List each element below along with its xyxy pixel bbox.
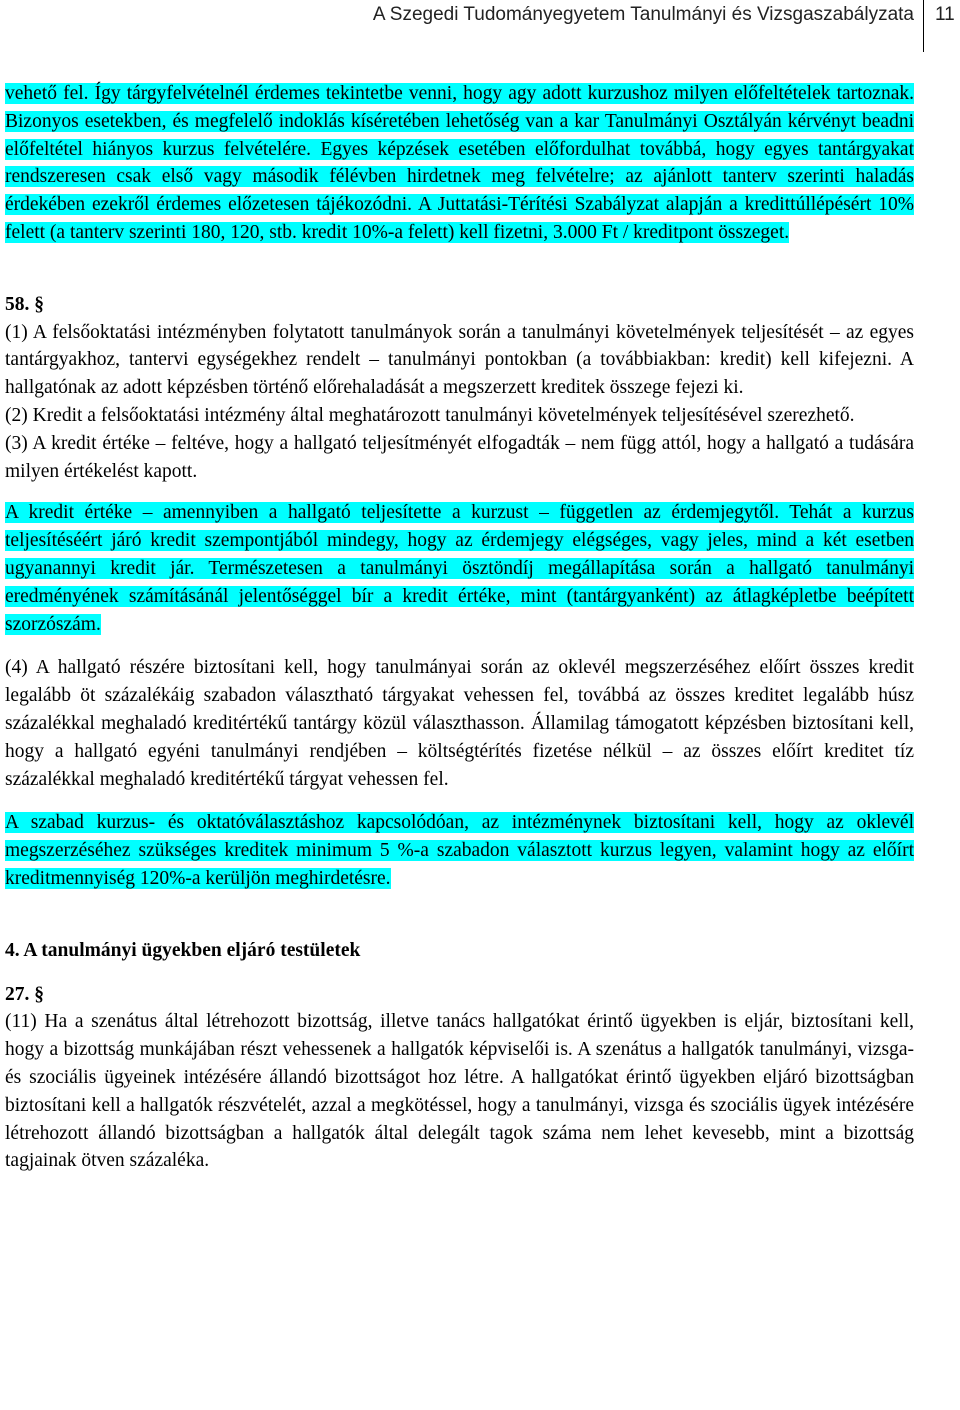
- note-2-highlight: A szabad kurzus- és oktatóválasztáshoz kapcsolódóan, az intézménynek biztosítani kell, hogy az oklevél megszerzéséhez szükséges kreditek minimum 5 %-a szabadon választott kurzus legyen, valamint hogy az előírt kreditmennyiség 120%-a kerüljön meghirdetésre.: [5, 812, 914, 889]
- note-1-highlight: A kredit értéke – amennyiben a hallgató teljesítette a kurzust – független az érdemjegytől. Tehát a kurzus teljesítéséért járó kredit szempontjából mindegy, hogy az érdemjegy elégséges, vagy jeles, mind a két esetben ugyanannyi kredit jár. Természetesen a tanulmányi ösztöndíj megállapítása során a hallgató tanulmányi eredményének számításánál jelentőséggel bír a kredit értéke, mint (tantárgyanként) az átlagképletbe beépített szorzószám.: [5, 502, 914, 635]
- section-58-paragraph-3: (3) A kredit értéke – feltéve, hogy a hallgató teljesítményét elfogadták – nem függ attól, hogy a hallgató a tudására milyen értékelést kapott.: [5, 432, 914, 482]
- page-number: 11: [935, 4, 955, 25]
- section-58-note-2: [5, 809, 914, 892]
- section-58-paragraph-4: (4) A hallgató részére biztosítani kell, hogy tanulmányai során az oklevél megszerzéséhez előírt összes kredit legalább öt százalékáig szabadon választható tárgyakat vehessen fel, továbbá az összes kreditet legalább húsz százalékkal meghaladó kreditértékű tantárgy közül választhasson. Államilag támogatott képzésben biztosítani kell, hogy a hallgató egyéni tanulmányi rendjében – költségtérítés fizetése nélkül – az összes előírt kreditet tíz százalékkal meghaladó kreditértékű tárgyat vehessen fel.: [5, 657, 914, 790]
- header-title: A Szegedi Tudományegyetem Tanulmányi és Vizsgaszabályzata: [372, 4, 914, 25]
- section-58-number: 58. §: [5, 293, 44, 315]
- header-divider: [923, 0, 924, 52]
- chapter-4-heading: 4. A tanulmányi ügyekben eljáró testületek: [5, 939, 361, 961]
- section-27-paragraph-11: (11) Ha a szenátus által létrehozott bizottság, illetve tanács hallgatókat érintő ügyekben is eljár, biztosítani kell, hogy a bizottság munkájában részt vehessenek a hallgatók képviselői is. A szenátus a hallgatók tanulmányi, vizsga- és szociális ügyeinek intézésére állandó bizottságot hoz létre. A hallgatókat érintő ügyekben eljáró bizottságban biztosítani kell a hallgatók részvételét, azzal a megkötéssel, hogy a tanulmányi, vizsga és szociális ügyek intézésére létrehozott állandó bizottságban a hallgatók által delegált tagok száma nem lehet kevesebb, mint a bizottság tagjainak ötven százaléka.: [5, 1011, 914, 1172]
- page-header: [0, 0, 960, 52]
- intro-highlight: vehető fel. Így tárgyfelvételnél érdemes tekintetbe venni, hogy agy adott kurzushoz milyen előfeltételek tartoznak. Bizonyos esetekben, és megfelelő indoklás kíséretében lehetőség van a kar Tanulmányi Osztályán kérvényt beadni előfeltétel hiányos kurzus felvételére. Egyes képzések esetében előfordulhat továbbá, hogy egyes tantárgyakat rendszeresen csak első vagy második félévben hirdetnek meg felvételre; az ajánlott tanterv szerinti haladás érdekében ezekről érdemes előzetesen tájékozódni. A Juttatási-Térítési Szabályzat alapján a kredittúllépésért 10% felett (a tanterv szerinti 180, 120, stb. kredit 10%-a felett) kell fizetni, 3.000 Ft / kreditpont összeget.: [5, 83, 914, 243]
- intro-paragraph: [5, 80, 914, 247]
- section-58-note-1: [5, 499, 914, 638]
- section-27-number: 27. §: [5, 983, 44, 1005]
- document-body: [5, 80, 914, 1175]
- section-58-paragraph-1: (1) A felsőoktatási intézményben folytatott tanulmányok során a tanulmányi követelmények teljesítését – az egyes tantárgyakhoz, tantervi egységekhez rendelt – tanulmányi pontokban (a továbbiakban: kredit) kell kifejezni. A hallgatónak az adott képzésben történő előrehaladását a megszerzett kreditek összege fejezi ki.: [5, 321, 914, 399]
- section-58-paragraph-2: (2) Kredit a felsőoktatási intézmény által meghatározott tanulmányi követelmények teljesítésével szerezhető.: [5, 404, 855, 426]
